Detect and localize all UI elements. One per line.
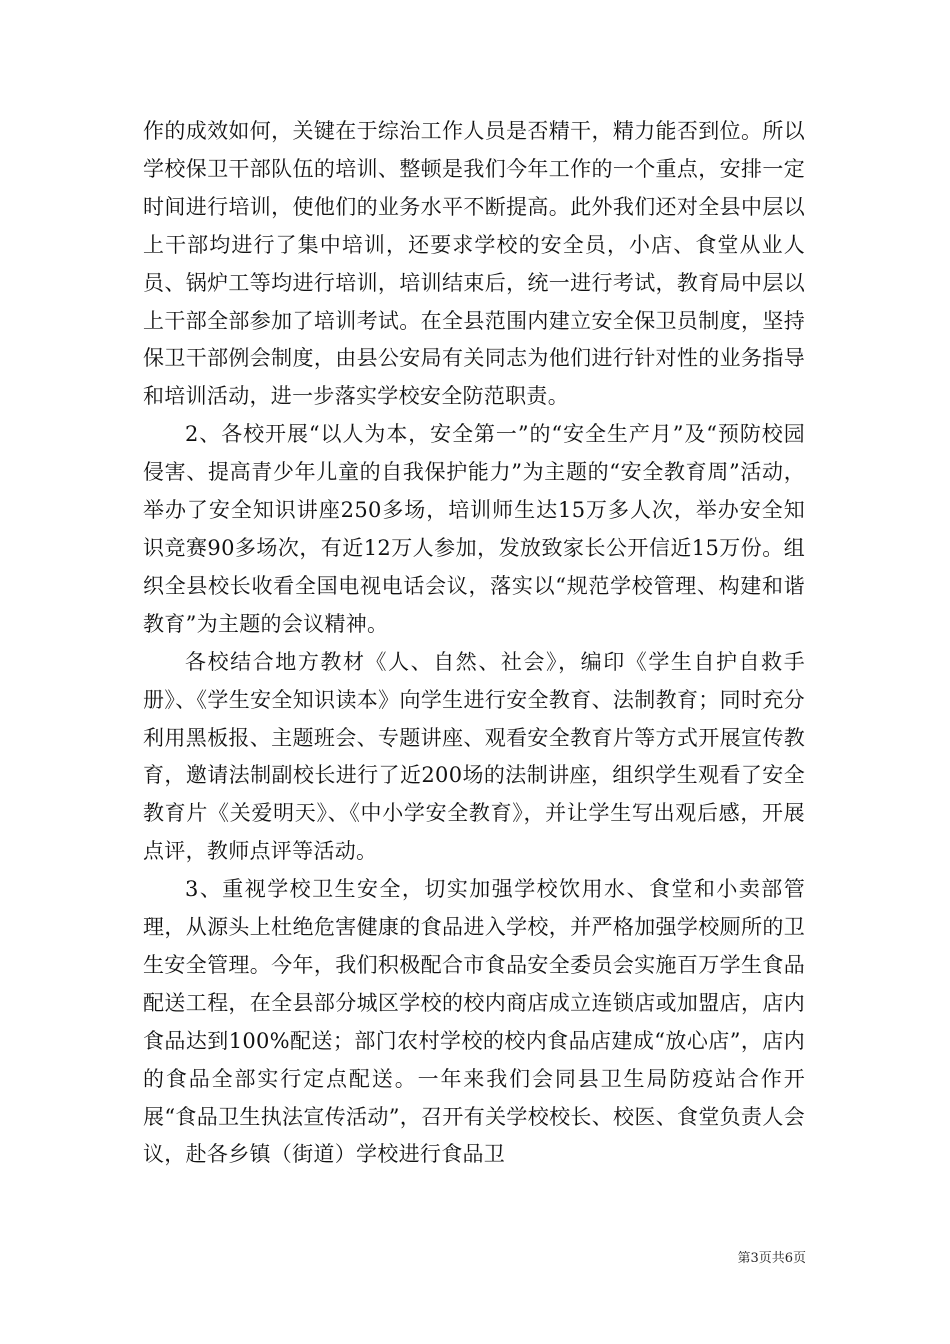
paragraph-3: 各校结合地方教材《人、自然、社会》，编印《学生自护自救手册》、《学生安全知识读本》向学生进行安全教育、法制教育；同时充分利用黑板报、主题班会、专题讲座、观看安全教育片等方式开展宣传教育，邀请法制副校长进行了近200场的法制讲座，组织学生观看了安全教育片《关爱明天》、《中小学安全教育》，并让学生写出观后感，开展点评，教师点评等活动。 xyxy=(143,649,805,864)
paragraph-1: 作的成效如何，关键在于综治工作人员是否精干，精力能否到位。所以学校保卫干部队伍的培训、整顿是我们今年工作的一个重点，安排一定时间进行培训，使他们的业务水平不断提高。此外我们还对全县中层以上干部均进行了集中培训，还要求学校的安全员，小店、食堂从业人员、锅炉工等均进行培训，培训结束后，统一进行考试，教育局中层以上干部全部参加了培训考试。在全县范围内建立安全保卫员制度，坚持保卫干部例会制度，由县公安局有关同志为他们进行针对性的业务指导和培训活动，进一步落实学校安全防范职责。 xyxy=(143,119,805,409)
paragraph-2: 2、各校开展“以人为本，安全第一”的“安全生产月”及“预防校园侵害、提高青少年儿童的自我保护能力”为主题的“安全教育周”活动，举办了安全知识讲座250多场，培训师生达15万多人次，举办安全知识竞赛90多场次，有近12万人参加，发放致家长公开信近15万份。组织全县校长收看全国电视电话会议，落实以“规范学校管理、构建和谐教育”为主题的会议精神。 xyxy=(143,422,805,636)
page-number: 第3页共6页 xyxy=(737,1251,806,1266)
document-body xyxy=(143,113,805,1174)
paragraph-4: 3、重视学校卫生安全，切实加强学校饮用水、食堂和小卖部管理，从源头上杜绝危害健康的食品进入学校，并严格加强学校厕所的卫生安全管理。今年，我们积极配合市食品安全委员会实施百万学生食品配送工程，在全县部分城区学校的校内商店成立连锁店或加盟店，店内食品达到100%配送；部门农村学校的校内食品店建成“放心店”，店内的食品全部实行定点配送。一年来我们会同县卫生局防疫站合作开展“食品卫生执法宣传活动”，召开有关学校校长、校医、食堂负责人会议，赴各乡镇（街道）学校进行食品卫 xyxy=(143,877,805,1167)
